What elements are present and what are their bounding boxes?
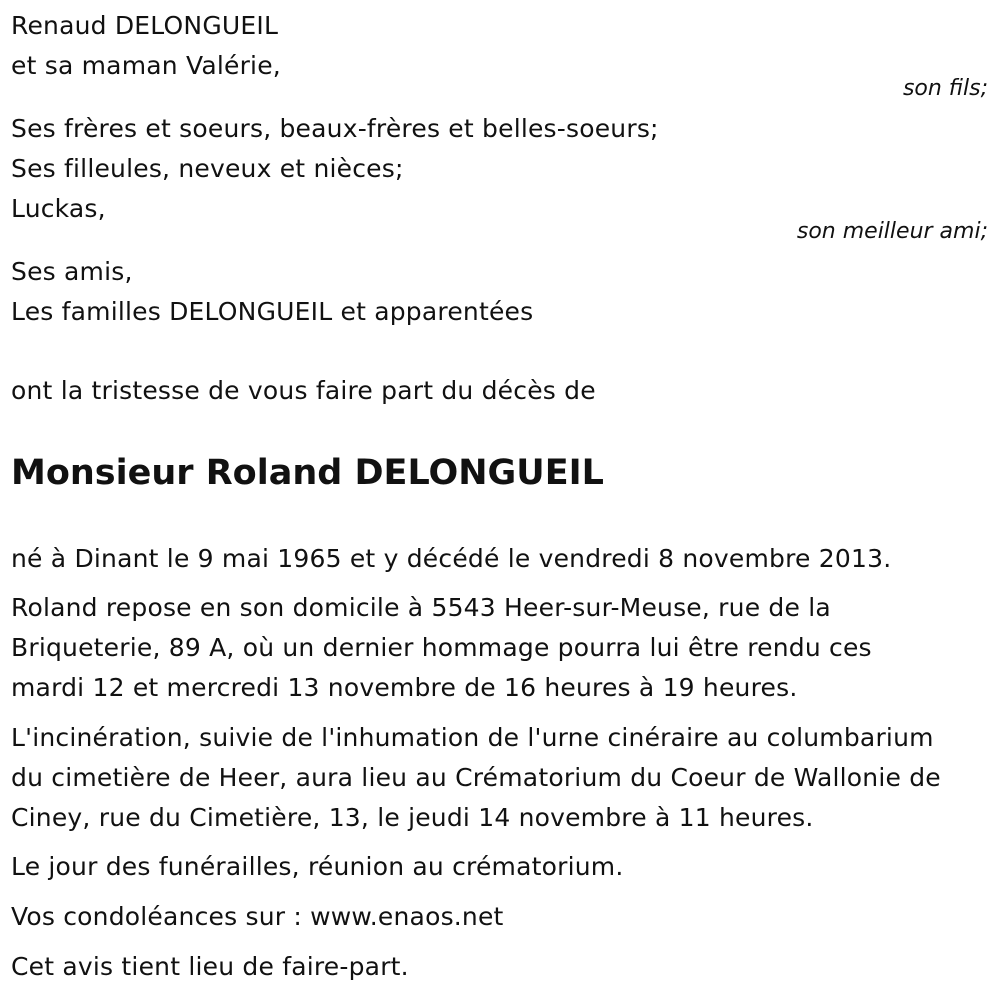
family-line-friends: Ses amis, bbox=[11, 257, 133, 286]
funeral-day-line: Le jour des funérailles, réunion au crématorium. bbox=[11, 852, 624, 881]
role-best-friend: son meilleur ami; bbox=[796, 219, 988, 244]
condolences-line: Vos condoléances sur : www.enaos.net bbox=[11, 902, 504, 931]
birth-death-line: né à Dinant le 9 mai 1965 et y décédé le vendredi 8 novembre 2013. bbox=[11, 544, 892, 573]
family-line-families: Les familles DELONGUEIL et apparentées bbox=[11, 297, 534, 326]
deceased-name: Monsieur Roland DELONGUEIL bbox=[11, 453, 604, 493]
repose-line-2: Briqueterie, 89 A, où un dernier hommage pourra lui être rendu ces bbox=[11, 633, 872, 662]
notice-line: Cet avis tient lieu de faire-part. bbox=[11, 952, 409, 981]
family-line-valerie: et sa maman Valérie, bbox=[11, 51, 281, 80]
repose-line-1: Roland repose en son domicile à 5543 Heer-sur-Meuse, rue de la bbox=[11, 593, 831, 622]
repose-line-3: mardi 12 et mercredi 13 novembre de 16 heures à 19 heures. bbox=[11, 673, 798, 702]
family-line-luckas: Luckas, bbox=[11, 194, 106, 223]
role-son: son fils; bbox=[902, 76, 988, 101]
family-line-renaud: Renaud DELONGUEIL bbox=[11, 11, 279, 40]
family-line-siblings: Ses frères et soeurs, beaux-frères et belles-soeurs; bbox=[11, 114, 659, 143]
announcement: ont la tristesse de vous faire part du décès de bbox=[11, 376, 596, 405]
cremation-line-1: L'incinération, suivie de l'inhumation de l'urne cinéraire au columbarium bbox=[11, 723, 934, 752]
family-line-godchildren: Ses filleules, neveux et nièces; bbox=[11, 154, 404, 183]
cremation-line-3: Ciney, rue du Cimetière, 13, le jeudi 14 novembre à 11 heures. bbox=[11, 803, 814, 832]
cremation-line-2: du cimetière de Heer, aura lieu au Crématorium du Coeur de Wallonie de bbox=[11, 763, 941, 792]
